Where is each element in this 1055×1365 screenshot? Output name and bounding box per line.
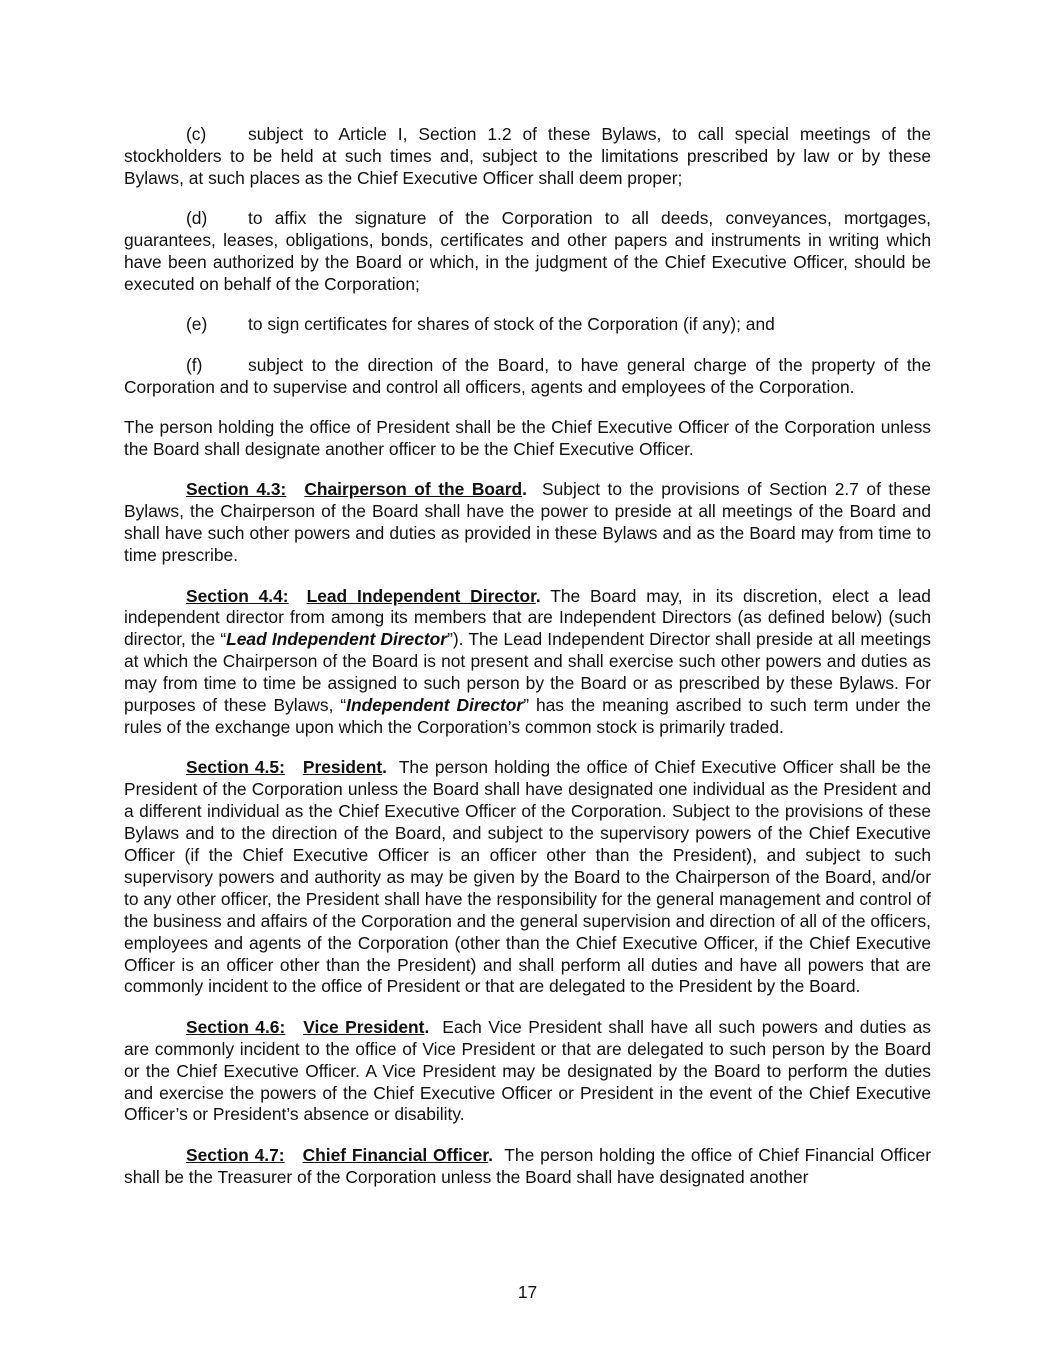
section-text-part-3: ” has the meaning ascribed to such term under the rules of the exchange upon which the Corporation’s common stock is primarily traded. (124, 695, 931, 737)
paragraph-f (124, 355, 931, 399)
item-label: (c) (186, 124, 207, 144)
section-4-3: Section 4.3: Chairperson of the Board. Subject to the provisions of Section 2.7 of these Bylaws, the Chairperson of the Board shall have the power to preside at all meetings of the Board and shall have such other powers and duties as provided in these Bylaws and as the Board may from time to time prescribe. (124, 479, 931, 566)
section-text-part-1: The Board may, in its discretion, elect a lead independent director from among its members that are Independent Directors (as defined below) (such director, the “ (124, 585, 931, 650)
section-4-7: Section 4.7: Chief Financial Officer. The person holding the office of Chief Financial Officer shall be the Treasurer of the Corporation unless the Board shall have designated another (124, 1144, 931, 1187)
section-number: Section 4.5: (186, 757, 285, 778)
ceo-note-paragraph: The person holding the office of President shall be the Chief Executive Officer of the Corporation unless the Board shall designate another officer to be the Chief Executive Officer. (124, 417, 931, 459)
section-4-4: Section 4.4: Lead Independent Director. The Board may, in its discretion, elect a lead independent director from among its members that are Independent Directors (as defined below) (such director, the “Lead Independent Director”). The Lead Independent Director shall preside at all meetings at which the Chairperson of the Board is not present and shall exercise such other powers and duties as may from time to time be assigned to such person by the Board or as prescribed by these Bylaws. For purposes of these Bylaws, “Independent Director” has the meaning ascribed to such term under the rules of the exchange upon which the Corporation’s common stock is primarily traded. (124, 585, 931, 737)
item-label: (e) (186, 314, 208, 335)
paragraph-c (124, 124, 931, 190)
section-text: Each Vice President shall have all such powers and duties as are commonly incident to the office of Vice President or that are delegated to such person by the Board or the Chief Executive Officer. A Vice President may be designated by the Board to perform the duties and exercise the powers of the Chief Executive Officer or President in the event of the Chief Executive Officer’s or President’s absence or disability. (124, 1016, 931, 1125)
item-text: to affix the signature of the Corporation to all deeds, conveyances, mortgages, guarantees, leases, obligations, bonds, certificates and other papers and instruments in writing which have been authorized by the Board or which, in the judgment of the Chief Executive Officer, should be executed on behalf of the Corporation; (124, 208, 931, 294)
section-text: Subject to the provisions of Section 2.7 of these Bylaws, the Chairperson of the Board shall have the power to preside at all meetings of the Board and shall have such other powers and duties as provided in these Bylaws and as the Board may from time to time prescribe. (124, 479, 931, 566)
item-label: (f) (186, 354, 203, 375)
item-label: (d) (186, 208, 208, 229)
section-number: Section 4.6: (186, 1016, 286, 1037)
section-text: The person holding the office of Chief Financial Officer shall be the Treasurer of the Corporation unless the Board shall have designated another (124, 1144, 931, 1187)
item-text: subject to the direction of the Board, to have general charge of the property of the Corporation and to supervise and control all officers, agents and employees of the Corporation. (124, 354, 931, 397)
paragraph-e (124, 314, 931, 336)
section-title: Chairperson of the Board (304, 479, 523, 500)
page-number: 17 (517, 1282, 538, 1302)
section-title: President (302, 757, 383, 778)
item-text: subject to Article I, Section 1.2 of these Bylaws, to call special meetings of the stockholders to be held at such times and, subject to the limitations prescribed by law or by these Bylaws, at such places as the Chief Executive Officer shall deem proper; (124, 124, 931, 188)
defined-term: Independent Director (346, 695, 524, 716)
section-text: The person holding the office of Chief Executive Officer shall be the President of the Corporation unless the Board shall have designated one individual as the President and a different individual as the Chief Executive Officer of the Corporation. Subject to the provisions of these Bylaws and to the direction of the Board, and subject to the supervisory powers of the Chief Executive Officer (if the Chief Executive Officer is an officer other than the President), and subject to such supervisory powers and authority as may be given by the Board to the Chairperson of the Board, and/or to any other officer, the President shall have the responsibility for the general management and control of the business and affairs of the Corporation and the general supervision and direction of all of the officers, employees and agents of the Corporation (other than the Chief Executive Officer, if the Chief Executive Officer is an officer other than the President) and shall perform all duties and have all powers that are commonly incident to the office of President or that are delegated to the President by the Board. (124, 757, 931, 997)
section-title: Lead Independent Director (306, 585, 536, 606)
section-title: Chief Financial Officer (302, 1144, 489, 1165)
section-text-part-2: ”). The Lead Independent Director shall preside at all meetings at which the Chairperson of the Board is not present and shall exercise such other powers and duties as may from time to time be assigned to such person by the Board or as prescribed by these Bylaws. For purposes of these Bylaws, “ (124, 629, 931, 716)
section-number: Section 4.3: (186, 479, 287, 500)
section-4-6: Section 4.6: Vice President. Each Vice President shall have all such powers and duties as are commonly incident to the office of Vice President or that are delegated to such person by the Board or the Chief Executive Officer. A Vice President may be designated by the Board to perform the duties and exercise the powers of the Chief Executive Officer or President in the event of the Chief Executive Officer’s or President’s absence or disability. (124, 1016, 931, 1125)
section-number: Section 4.7: (186, 1144, 285, 1165)
paragraph-d (124, 208, 931, 296)
section-4-5: Section 4.5: President. The person holding the office of Chief Executive Officer shall be the President of the Corporation unless the Board shall have designated one individual as the President and a different individual as the Chief Executive Officer of the Corporation. Subject to the provisions of these Bylaws and to the direction of the Board, and subject to the supervisory powers of the Chief Executive Officer (if the Chief Executive Officer is an officer other than the President), and subject to such supervisory powers and authority as may be given by the Board to the Chairperson of the Board, and/or to any other officer, the President shall have the responsibility for the general management and control of the business and affairs of the Corporation and the general supervision and direction of all of the officers, employees and agents of the Corporation (other than the Chief Executive Officer, if the Chief Executive Officer is an officer other than the President) and shall perform all duties and have all powers that are commonly incident to the office of President or that are delegated to the President by the Board. (124, 757, 931, 997)
item-text: to sign certificates for shares of stock of the Corporation (if any); and (248, 314, 775, 335)
section-number: Section 4.4: (186, 585, 289, 606)
section-title: Vice President (303, 1016, 425, 1037)
defined-term: Lead Independent Director (226, 629, 448, 650)
